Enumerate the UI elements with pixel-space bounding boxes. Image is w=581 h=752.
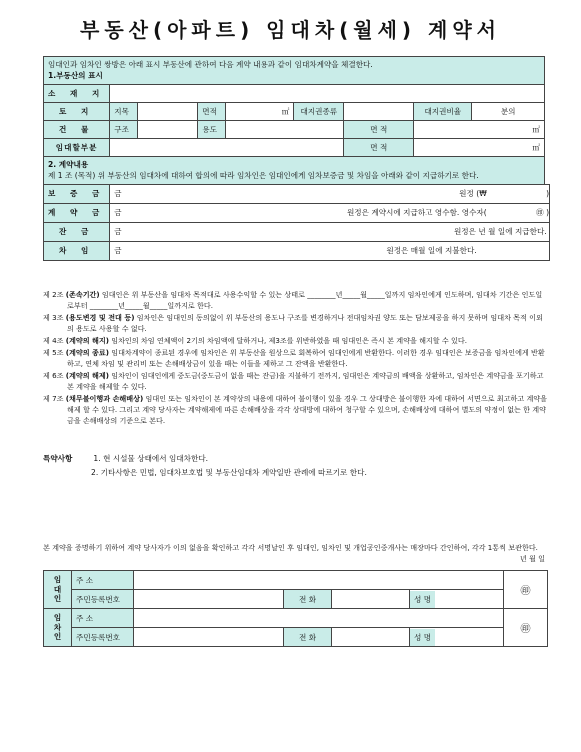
rented-area-label: 면 적 xyxy=(344,138,414,156)
ratio-fraction: 분의 xyxy=(500,106,516,116)
lessee-name-label: 성 명 xyxy=(410,629,435,646)
lessor-phone-label: 전 화 xyxy=(284,590,332,609)
special-terms xyxy=(43,452,548,481)
parties-table xyxy=(43,570,548,647)
lessor-name-label: 성 명 xyxy=(410,591,435,608)
closing-date: 년 월 일 xyxy=(519,554,545,563)
rent-field[interactable] xyxy=(110,241,550,260)
lessor-phone-field[interactable] xyxy=(332,590,410,609)
document-title: 부동산(아파트) 임대차(월세) 계약서 xyxy=(80,18,501,42)
deposit-field[interactable] xyxy=(110,184,550,203)
special-label: 특약사항 xyxy=(43,454,73,463)
lessor-seal[interactable]: ㊞ xyxy=(504,571,548,609)
balance-currency: 금 xyxy=(114,227,122,237)
payment-table xyxy=(43,184,550,261)
lessor-label: 임 대 인 xyxy=(44,571,72,609)
lessee-id-field[interactable] xyxy=(134,628,284,647)
building-use-field[interactable] xyxy=(226,120,344,138)
deposit-note: 원정 (₩ xyxy=(459,189,487,199)
lessee-seal[interactable]: ㊞ xyxy=(504,609,548,647)
closing-statement xyxy=(43,543,548,554)
land-area-field[interactable] xyxy=(226,102,294,120)
clause-item: 제 6조 (계약의 해제) 임차인이 임대인에게 중도금(중도금이 없을 때는 잔금)을 지불하기 전까지, 임대인은 계약금의 배액을 상환하고, 임차인은 계약금을 포기하고 본 계약을 해제할 수 있다. xyxy=(43,370,544,391)
property-table xyxy=(43,84,545,157)
building-structure-label: 구조 xyxy=(110,120,138,138)
lessor-address-field[interactable] xyxy=(134,571,504,590)
clause-item: 제 2조 (존속기간) 임대인은 위 부동산을 임대차 목적대로 사용수익할 수 있는 상태로 ________년_____월_____일까지 임차인에게 인도하며, 임대차 기간은 인도일로부터 ________년_____월_____일까지로 한다. xyxy=(43,290,543,310)
contract-field[interactable] xyxy=(110,203,550,222)
clause-item: 제 4조 (계약의 해지) 임차인의 차임 연체액이 2기의 차임액에 달하거나, 제3조를 위반하였을 때 임대인은 즉시 본 계약을 해지할 수 있다. xyxy=(43,335,467,345)
lessee-address-field[interactable] xyxy=(134,609,504,628)
building-label: 건 물 xyxy=(44,120,110,138)
rent-note: 원정은 매월 일에 지불한다. xyxy=(386,246,477,256)
land-right-type-field[interactable] xyxy=(344,102,414,120)
lessee-phone-field[interactable] xyxy=(332,628,410,647)
land-jimok-field[interactable] xyxy=(138,102,198,120)
lessor-id-label: 주민등록번호 xyxy=(72,590,134,609)
article1: 제 1 조 (목적) 위 부동산의 임대차에 대하여 합의에 따라 임차인은 임대인에게 임차보증금 및 차임을 아래와 같이 지급하기로 한다. xyxy=(48,171,479,181)
building-use-label: 용도 xyxy=(198,120,226,138)
rent-label: 차 임 xyxy=(44,241,110,260)
clause-item: 제 3조 (용도변경 및 전대 등) 임차인은 임대인의 동의없이 위 부동산의 용도나 구조를 변경하거나 전대임차권 양도 또는 담보제공을 하지 못하며 임대차 목적 이외의 용도로 사용할 수 없다. xyxy=(43,312,543,333)
balance-note: 원정은 년 월 일에 지급한다. xyxy=(453,227,547,237)
clause-item: 제 7조 (채무불이행과 손해배상) 임대인 또는 임차인이 본 계약상의 내용에 대하여 불이행이 있을 경우 그 상대방은 불이행한 자에 대하여 서면으로 최고하고 계약을 해제 할 수 있다. 그리고 계약 당사자는 계약해제에 따른 손해배상을 각각 상대방에 대하여 청구할 수 있으며, 손해배상에 대하여 별도의 약정이 없는 한 계약금을 손해배상의 기준으로 본다. xyxy=(43,393,548,425)
special-item-1: 1. 현 시설물 상태에서 임대차한다. xyxy=(93,454,209,463)
lessor-id-field[interactable] xyxy=(134,590,284,609)
clause-item: 제 5조 (계약의 종료) 임대차계약이 종료된 경우에 임차인은 위 부동산을 원상으로 회복하여 임대인에게 반환한다. 이러한 경우 임대인은 보증금을 임차인에게 반환하고, 연체 차임 및 관리비 또는 손해배상금이 있을 때는 이들을 제하고 그 잔액을 반환한다. xyxy=(43,347,545,368)
land-label: 토 지 xyxy=(44,102,110,120)
contract-label: 계 약 금 xyxy=(44,203,110,222)
lessor-name-cell[interactable] xyxy=(410,590,504,609)
location-field[interactable] xyxy=(110,84,545,102)
property-section xyxy=(43,56,550,261)
deposit-currency: 금 xyxy=(114,189,122,199)
land-right-type-label: 대지권종류 xyxy=(294,102,344,120)
land-right-ratio-label: 대지권비율 xyxy=(414,102,472,120)
building-area-label: 면 적 xyxy=(344,120,414,138)
lessor-address-label: 주 소 xyxy=(72,571,134,590)
rent-currency: 금 xyxy=(114,246,122,256)
lessee-phone-label: 전 화 xyxy=(284,628,332,647)
unit-m2: ㎡ xyxy=(281,106,290,116)
lessee-label: 임 차 인 xyxy=(44,609,72,647)
special-item-2: 2. 기타사항은 민법, 임대차보호법 및 부동산임대차 계약일반 관례에 따르기로 한다. xyxy=(91,468,367,478)
intro-text: 임대인과 임차인 쌍방은 아래 표시 부동산에 관하여 다음 계약 내용과 같이 임대차계약을 체결한다. xyxy=(48,60,373,69)
building-structure-field[interactable] xyxy=(138,120,198,138)
contract-content-block xyxy=(43,157,545,184)
intro-block xyxy=(43,56,545,84)
deposit-close: ) xyxy=(546,189,550,199)
section2-title: 2. 계약내용 xyxy=(48,159,89,169)
land-area-label: 면적 xyxy=(198,102,226,120)
rented-area-field[interactable]: ㎡ xyxy=(414,138,545,156)
contract-seal: ㊞ ) xyxy=(536,208,550,218)
land-jimok-label: 지목 xyxy=(110,102,138,120)
section1-title: 1.부동산의 표시 xyxy=(48,71,103,81)
lessee-address-label: 주 소 xyxy=(72,609,134,628)
contract-note: 원정은 계약시에 지급하고 영수함. 영수자( xyxy=(346,208,487,218)
contract-currency: 금 xyxy=(114,208,122,218)
balance-field[interactable] xyxy=(110,222,550,241)
rented-part-label: 임대할부분 xyxy=(44,138,110,156)
land-right-ratio-field[interactable] xyxy=(472,102,545,120)
lessee-id-label: 주민등록번호 xyxy=(72,628,134,647)
lessee-name-cell[interactable] xyxy=(410,628,504,647)
location-label: 소 재 지 xyxy=(44,84,110,102)
clauses-list xyxy=(43,290,548,428)
deposit-label: 보 증 금 xyxy=(44,184,110,203)
balance-label: 잔 금 xyxy=(44,222,110,241)
building-area-field[interactable]: ㎡ xyxy=(414,120,545,138)
rented-part-field[interactable] xyxy=(110,138,344,156)
closing-text: 본 계약을 증명하기 위하여 계약 당사자가 이의 없음을 확인하고 각각 서명날인 후 임대인, 임차인 및 개업공인중개사는 매장마다 간인하여, 각각 1통씩 보관한다. xyxy=(43,543,538,552)
